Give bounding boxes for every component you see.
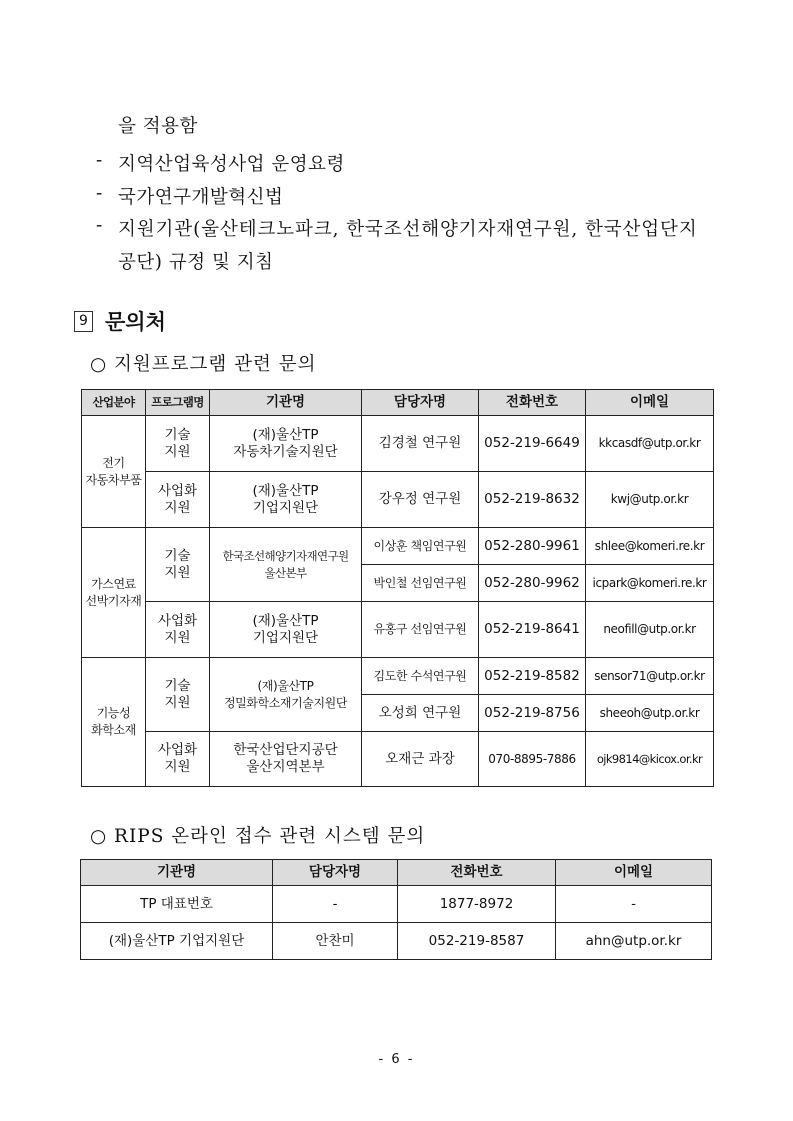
email-cell: ahn@utp.or.kr — [556, 923, 712, 960]
phone-cell: 052-219-6649 — [479, 416, 586, 472]
agency-cell: TP 대표번호 — [81, 886, 273, 923]
agency-cell: (재)울산TP 자동차기술지원단 — [210, 416, 362, 472]
agency-cell: (재)울산TP 기업지원단 — [81, 923, 273, 960]
industry-field-cell: 기능성 화학소재 — [82, 658, 146, 787]
program-cell: 사업화 지원 — [146, 472, 210, 528]
industry-field-cell: 전기 자동차부품 — [82, 416, 146, 528]
email-cell: sheeoh@utp.or.kr — [586, 695, 714, 732]
bullet-dash: - — [96, 183, 103, 204]
page-number: - 6 - — [378, 1052, 415, 1067]
table-header-row — [82, 390, 714, 416]
bullet-text: 국가연구개발혁신법 — [118, 187, 284, 208]
phone-cell: 070-8895-7886 — [479, 732, 586, 787]
contact-name-cell: 박인철 선임연구원 — [362, 565, 479, 602]
phone-cell: 052-219-8641 — [479, 602, 586, 658]
phone-cell: 052-219-8632 — [479, 472, 586, 528]
table-row — [81, 886, 712, 923]
email-cell: kwj@utp.or.kr — [586, 472, 714, 528]
rips-contact-table — [80, 859, 712, 960]
contact-name-cell: 안찬미 — [273, 923, 398, 960]
col-header-phone: 전화번호 — [398, 860, 556, 886]
col-header-email: 이메일 — [556, 860, 712, 886]
email-cell: neofill@utp.or.kr — [586, 602, 714, 658]
table-row — [82, 472, 714, 528]
table-row — [82, 528, 714, 565]
industry-field-cell: 가스연료 선박기자재 — [82, 528, 146, 658]
bullet-dash: - — [96, 150, 103, 171]
contact-name-cell: 유홍구 선임연구원 — [362, 602, 479, 658]
col-header-contact: 담당자명 — [362, 390, 479, 416]
email-cell: sensor71@utp.or.kr — [586, 658, 714, 695]
phone-cell: 052-219-8587 — [398, 923, 556, 960]
col-header-agency: 기관명 — [81, 860, 273, 886]
email-cell: ojk9814@kicox.or.kr — [586, 732, 714, 787]
program-cell: 기술 지원 — [146, 528, 210, 602]
program-cell: 사업화 지원 — [146, 732, 210, 787]
bullet-text: 지역산업육성사업 운영요령 — [118, 154, 345, 175]
phone-cell: 052-219-8756 — [479, 695, 586, 732]
table-row — [82, 732, 714, 787]
support-contact-table — [81, 389, 714, 787]
program-cell: 사업화 지원 — [146, 602, 210, 658]
col-header-contact: 담당자명 — [273, 860, 398, 886]
support-subheading: ○ 지원프로그램 관련 문의 — [90, 354, 317, 375]
contact-name-cell: 오재근 과장 — [362, 732, 479, 787]
email-cell: - — [556, 886, 712, 923]
agency-cell: (재)울산TP 정밀화학소재기술지원단 — [210, 658, 362, 732]
intro-continued-text: 을 적용함 — [118, 116, 198, 137]
contact-name-cell: 강우정 연구원 — [362, 472, 479, 528]
bullet-text: 지원기관(울산테크노파크, 한국조선해양기자재연구원, 한국산업단지 — [118, 219, 698, 240]
col-header-field: 산업분야 — [82, 390, 146, 416]
phone-cell: 052-280-9961 — [479, 528, 586, 565]
contact-name-cell: 오성희 연구원 — [362, 695, 479, 732]
program-cell: 기술 지원 — [146, 658, 210, 732]
rips-subheading: ○ RIPS 온라인 접수 관련 시스템 문의 — [90, 826, 426, 847]
contact-name-cell: - — [273, 886, 398, 923]
col-header-email: 이메일 — [586, 390, 714, 416]
section-number-box: 9 — [74, 311, 93, 332]
email-cell: shlee@komeri.re.kr — [586, 528, 714, 565]
bullet-dash: - — [96, 215, 103, 236]
table-row — [82, 602, 714, 658]
col-header-program: 프로그램명 — [146, 390, 210, 416]
col-header-phone: 전화번호 — [479, 390, 586, 416]
agency-cell: (재)울산TP 기업지원단 — [210, 602, 362, 658]
section-title: 문의처 — [105, 310, 166, 334]
contact-name-cell: 이상훈 책임연구원 — [362, 528, 479, 565]
contact-name-cell: 김경철 연구원 — [362, 416, 479, 472]
phone-cell: 052-219-8582 — [479, 658, 586, 695]
col-header-agency: 기관명 — [210, 390, 362, 416]
section-heading — [74, 306, 166, 336]
table-row — [82, 416, 714, 472]
table-header-row — [81, 860, 712, 886]
agency-cell: 한국산업단지공단 울산지역본부 — [210, 732, 362, 787]
phone-cell: 052-280-9962 — [479, 565, 586, 602]
email-cell: icpark@komeri.re.kr — [586, 565, 714, 602]
table-row — [81, 923, 712, 960]
phone-cell: 1877-8972 — [398, 886, 556, 923]
agency-cell: (재)울산TP 기업지원단 — [210, 472, 362, 528]
bullet-text-continued: 공단) 규정 및 지침 — [118, 252, 274, 273]
email-cell: kkcasdf@utp.or.kr — [586, 416, 714, 472]
table-row — [82, 658, 714, 695]
contact-name-cell: 김도한 수석연구원 — [362, 658, 479, 695]
program-cell: 기술 지원 — [146, 416, 210, 472]
agency-cell: 한국조선해양기자재연구원 울산본부 — [210, 528, 362, 602]
